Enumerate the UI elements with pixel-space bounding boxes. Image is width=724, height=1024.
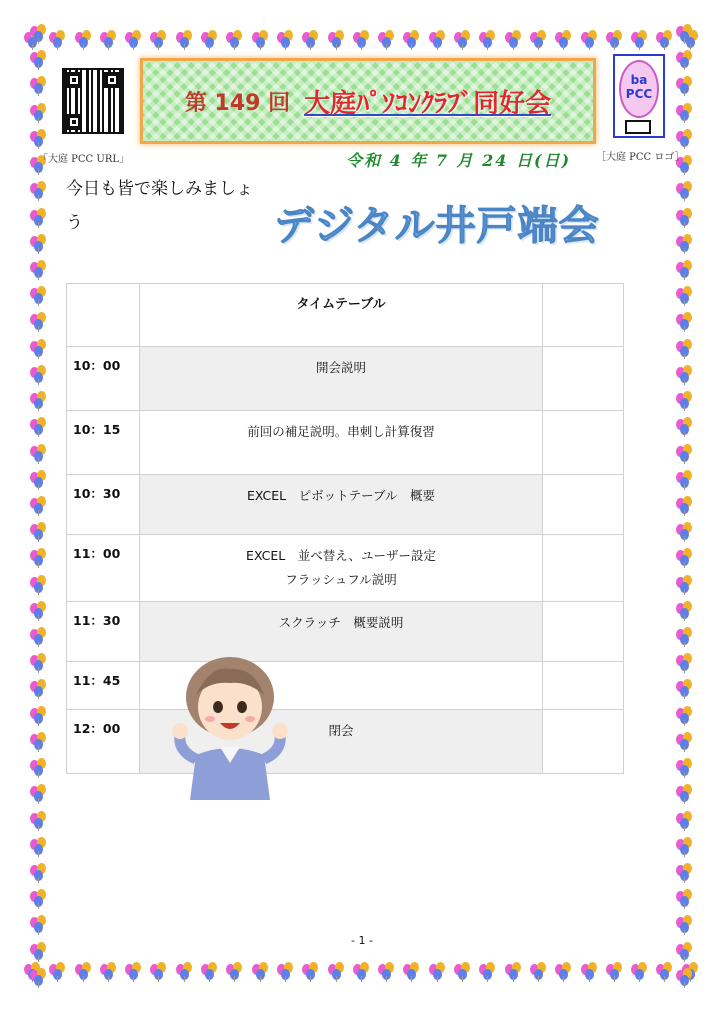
timetable-activity [140,411,543,475]
balloon-cluster-icon [606,962,624,980]
balloon-cluster-icon [30,496,48,514]
timetable-header-row [67,284,624,347]
timetable-row [67,662,624,710]
balloon-cluster-icon [30,522,48,540]
timetable-row [67,710,624,774]
balloon-cluster-icon [30,915,48,933]
event-date: 令和 4 年 7 月 24 日(日) [346,151,572,170]
timetable-activity [140,347,543,411]
balloon-cluster-icon [676,339,694,357]
balloon-cluster-icon [252,962,270,980]
balloon-cluster-icon [30,339,48,357]
balloon-cluster-icon [555,962,573,980]
timetable-activity [140,475,543,535]
timetable-header-time [67,284,140,347]
balloon-cluster-icon [201,962,219,980]
balloon-cluster-icon [30,601,48,619]
balloon-cluster-icon [676,260,694,278]
timetable-header-note [543,284,624,347]
balloon-border-top [24,24,700,54]
timetable-row [67,602,624,662]
balloon-cluster-icon [429,30,447,48]
activity-line: 開会説明 [315,360,366,375]
balloon-cluster-icon [30,129,48,147]
balloon-cluster-icon [676,234,694,252]
timetable-note [543,662,624,710]
balloon-cluster-icon [403,30,421,48]
balloon-cluster-icon [30,758,48,776]
activity-line: EXCEL ピボットテーブル 概要 [246,488,436,503]
balloon-cluster-icon [30,208,48,226]
balloon-cluster-icon [100,30,118,48]
balloon-border-bottom [24,956,700,986]
timetable-note [543,602,624,662]
balloon-cluster-icon [226,962,244,980]
balloon-cluster-icon [30,627,48,645]
balloon-cluster-icon [676,286,694,304]
club-logo [613,54,665,138]
balloon-cluster-icon [676,837,694,855]
timetable-note [543,535,624,602]
balloon-cluster-icon [30,889,48,907]
timetable-note [543,411,624,475]
balloon-cluster-icon [676,76,694,94]
balloon-cluster-icon [676,968,694,986]
balloon-cluster-icon [505,962,523,980]
event-headline: デジタル井戸端会 [274,203,600,249]
balloon-cluster-icon [676,129,694,147]
balloon-cluster-icon [30,391,48,409]
balloon-cluster-icon [125,962,143,980]
balloon-cluster-icon [676,522,694,540]
balloon-cluster-icon [631,962,649,980]
activity-line: EXCEL 並べ替え、ユーザー設定 [246,548,436,563]
page-number: - 1 - [351,934,373,947]
logo-oval [619,60,659,118]
balloon-cluster-icon [676,208,694,226]
timetable-row [67,411,624,475]
balloon-cluster-icon [30,548,48,566]
timetable-time: 12：00 [67,710,140,774]
timetable-note [543,710,624,774]
timetable-activity [140,535,543,602]
balloon-cluster-icon [676,575,694,593]
balloon-cluster-icon [581,962,599,980]
balloon-cluster-icon [676,24,694,42]
balloon-cluster-icon [75,962,93,980]
computer-icon [625,120,651,134]
balloon-cluster-icon [30,234,48,252]
logo-caption: ［大庭 PCC ロゴ］ [596,152,685,163]
balloon-cluster-icon [676,811,694,829]
balloon-cluster-icon [150,962,168,980]
balloon-cluster-icon [454,30,472,48]
balloon-cluster-icon [75,30,93,48]
balloon-cluster-icon [676,653,694,671]
logo-text-pcc: PCC [625,87,653,101]
balloon-cluster-icon [30,365,48,383]
balloon-cluster-icon [30,417,48,435]
timetable-row [67,535,624,602]
activity-line: フラッシュフル説明 [285,572,397,587]
timetable [66,283,624,774]
balloon-cluster-icon [479,962,497,980]
title-banner [140,58,596,144]
balloon-cluster-icon [676,732,694,750]
balloon-cluster-icon [100,962,118,980]
balloon-cluster-icon [30,444,48,462]
club-name: 大庭ﾊﾟｿｺﾝｸﾗﾌﾞ同好会 [304,88,552,119]
balloon-cluster-icon [302,962,320,980]
balloon-cluster-icon [30,679,48,697]
balloon-cluster-icon [676,679,694,697]
timetable-time: 11：45 [67,662,140,710]
balloon-cluster-icon [30,50,48,68]
balloon-cluster-icon [176,30,194,48]
balloon-cluster-icon [277,962,295,980]
logo-text-ba: ba [630,73,648,87]
balloon-cluster-icon [454,962,472,980]
balloon-cluster-icon [530,962,548,980]
balloon-cluster-icon [378,30,396,48]
timetable-row [67,475,624,535]
greeting-text: 今日も皆で楽しみましょう [66,179,253,233]
balloon-cluster-icon [676,444,694,462]
timetable-row [67,347,624,411]
balloon-cluster-icon [479,30,497,48]
balloon-cluster-icon [30,811,48,829]
balloon-cluster-icon [353,962,371,980]
balloon-cluster-icon [30,575,48,593]
timetable-activity [140,602,543,662]
timetable-note [543,347,624,411]
balloon-cluster-icon [505,30,523,48]
balloon-cluster-icon [30,76,48,94]
balloon-cluster-icon [676,889,694,907]
balloon-cluster-icon [176,962,194,980]
qr-code [62,68,124,134]
balloon-cluster-icon [676,784,694,802]
balloon-cluster-icon [581,30,599,48]
balloon-cluster-icon [30,286,48,304]
balloon-cluster-icon [30,470,48,488]
balloon-cluster-icon [30,103,48,121]
qr-caption: 「大庭 PCC URL」 [38,154,129,165]
meeting-number: 第 149 回 [184,90,291,116]
balloon-cluster-icon [302,30,320,48]
balloon-cluster-icon [328,30,346,48]
balloon-cluster-icon [676,50,694,68]
activity-line: 前回の補足説明。串刺し計算復習 [247,424,435,439]
balloon-border-right [670,24,700,986]
balloon-cluster-icon [252,30,270,48]
balloon-cluster-icon [676,103,694,121]
balloon-cluster-icon [676,470,694,488]
balloon-cluster-icon [676,312,694,330]
balloon-cluster-icon [30,181,48,199]
timetable-header-title: タイムテーブル [140,284,543,347]
timetable-time: 10：15 [67,411,140,475]
balloon-cluster-icon [530,30,548,48]
balloon-cluster-icon [676,706,694,724]
balloon-cluster-icon [676,365,694,383]
balloon-cluster-icon [676,548,694,566]
balloon-cluster-icon [30,312,48,330]
balloon-cluster-icon [429,962,447,980]
balloon-cluster-icon [125,30,143,48]
balloon-cluster-icon [201,30,219,48]
timetable-note [543,475,624,535]
balloon-cluster-icon [403,962,421,980]
timetable-time: 11：30 [67,602,140,662]
balloon-cluster-icon [30,732,48,750]
balloon-cluster-icon [606,30,624,48]
balloon-cluster-icon [378,962,396,980]
timetable-time: 10：30 [67,475,140,535]
balloon-cluster-icon [676,863,694,881]
balloon-cluster-icon [676,758,694,776]
balloon-cluster-icon [30,260,48,278]
balloon-cluster-icon [30,653,48,671]
balloon-cluster-icon [353,30,371,48]
balloon-cluster-icon [150,30,168,48]
balloon-cluster-icon [676,181,694,199]
balloon-cluster-icon [30,24,48,42]
balloon-cluster-icon [226,30,244,48]
balloon-border-left [24,24,54,986]
balloon-cluster-icon [555,30,573,48]
balloon-cluster-icon [676,391,694,409]
activity-line: 閉会 [328,723,354,738]
balloon-cluster-icon [30,968,48,986]
balloon-cluster-icon [277,30,295,48]
balloon-cluster-icon [30,863,48,881]
balloon-cluster-icon [631,30,649,48]
timetable-time: 10：00 [67,347,140,411]
balloon-cluster-icon [30,784,48,802]
activity-line: スクラッチ 概要説明 [278,615,404,630]
balloon-cluster-icon [676,627,694,645]
balloon-cluster-icon [676,915,694,933]
balloon-cluster-icon [328,962,346,980]
balloon-cluster-icon [676,601,694,619]
cheering-woman-illustration [170,655,290,800]
balloon-cluster-icon [676,496,694,514]
balloon-cluster-icon [676,417,694,435]
balloon-cluster-icon [30,706,48,724]
balloon-cluster-icon [30,837,48,855]
timetable-time: 11：00 [67,535,140,602]
